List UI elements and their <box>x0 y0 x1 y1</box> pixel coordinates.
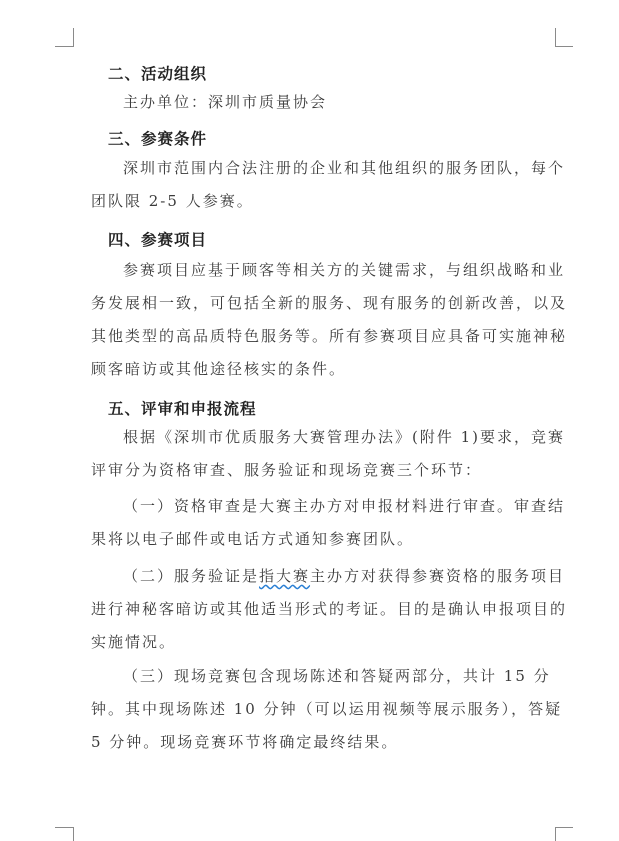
section-heading-review-process: 五、评审和申报流程 <box>108 399 257 418</box>
text-line: 评审分为资格审查、服务验证和现场竞赛三个环节： <box>91 461 483 479</box>
text-line: 果将以电子邮件或电话方式通知参赛团队。 <box>91 530 415 548</box>
text-line: （三）现场竞赛包含现场陈述和答疑两部分，共计 15 分 <box>123 667 551 685</box>
text-line: 顾客暗访或其他途径核实的条件。 <box>91 360 347 378</box>
text-line: 团队限 2-5 人参赛。 <box>91 192 254 210</box>
text-line: 根据《深圳市优质服务大赛管理办法》(附件 1)要求，竞赛 <box>123 428 566 446</box>
paragraph-eligibility <box>91 152 566 218</box>
text-line: 主办单位：深圳市质量协会 <box>123 93 328 111</box>
text-line: 进行神秘客暗访或其他适当形式的考证。目的是确认申报项目的 <box>91 600 568 618</box>
crop-mark-top-right-h <box>555 46 573 47</box>
section-heading-activity-organization: 二、活动组织 <box>108 64 208 83</box>
text-line <box>123 560 568 593</box>
paragraph-review-basis <box>91 421 566 487</box>
section-heading-entry-projects: 四、参赛项目 <box>108 230 208 249</box>
text-line: （一）资格审查是大赛主办方对申报材料进行审查。审查结 <box>123 497 566 515</box>
text-line: 5 分钟。现场竞赛环节将确定最终结果。 <box>91 733 399 751</box>
text-line: 实施情况。 <box>91 633 177 651</box>
text-line: 务发展相一致，可包括全新的服务、现有服务的创新改善，以及 <box>91 294 568 312</box>
crop-mark-top-right-v <box>555 28 556 47</box>
paragraph-service-verification <box>91 560 568 659</box>
text-segment: （二）服务验证是 <box>123 567 260 585</box>
text-line: 参赛项目应基于顾客等相关方的关键需求，与组织战略和业 <box>123 261 566 279</box>
text-line: 深圳市范围内合法注册的企业和其他组织的服务团队，每个 <box>123 159 566 177</box>
crop-mark-bottom-left-v <box>73 827 74 841</box>
spellcheck-underlined-text: 指大赛 <box>259 567 311 585</box>
paragraph-qualification-review <box>91 490 566 556</box>
crop-mark-bottom-right-v <box>555 827 556 841</box>
paragraph-organizer <box>107 86 552 119</box>
text-line: 钟。其中现场陈述 10 分钟（可以运用视频等展示服务），答疑 <box>91 700 563 718</box>
section-heading-eligibility: 三、参赛条件 <box>108 129 208 148</box>
text-line: 其他类型的高品质特色服务等。所有参赛项目应具备可实施神秘 <box>91 327 568 345</box>
crop-mark-bottom-right-h <box>555 827 573 828</box>
crop-mark-bottom-left-h <box>55 827 73 828</box>
crop-mark-top-left-h <box>55 46 73 47</box>
paragraph-onsite-competition <box>91 660 563 759</box>
crop-mark-top-left-v <box>73 28 74 47</box>
text-segment: 主办方对获得参赛资格的服务项目 <box>310 567 566 585</box>
paragraph-entry-projects <box>91 254 568 386</box>
